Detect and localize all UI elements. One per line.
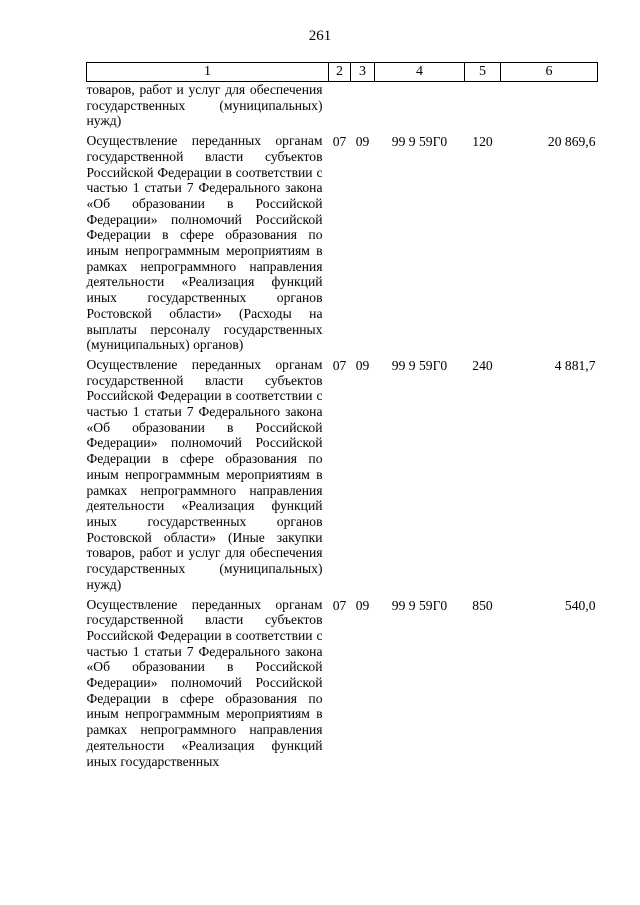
table-row — [87, 132, 598, 356]
header-col-6: 6 — [501, 63, 598, 82]
row-amount: 540,0 — [564, 597, 596, 613]
row-subsection: 09 — [355, 134, 370, 150]
row-subsection: 09 — [355, 597, 370, 613]
row-type: 850 — [472, 597, 493, 613]
row-amount: 20 869,6 — [547, 134, 596, 150]
row-target: 99 9 59Г0 — [391, 134, 448, 150]
table-row — [87, 356, 598, 596]
budget-table — [86, 62, 598, 772]
row-target: 99 9 59Г0 — [391, 597, 448, 613]
header-col-1: 1 — [87, 63, 329, 82]
row-type: 240 — [472, 357, 493, 373]
header-col-3: 3 — [351, 63, 375, 82]
row-target: 99 9 59Г0 — [391, 357, 448, 373]
header-col-4: 4 — [375, 63, 465, 82]
row-name: Осуществление переданных органам государственной власти субъектов Российской Федерации в соответствии с частью 1 статьи 7 Федерального закона «Об образовании в Российской Федерации» полномочий Российской Федерации в сфере образования по иным непрограммным мероприятиям в рамках непрограммного направления деятельности «Реализация функций иных государственных — [86, 596, 323, 769]
table-row — [87, 596, 598, 773]
row-section: 07 — [332, 597, 347, 613]
continuation-text: товаров, работ и услуг для обеспечения государственных (муниципальных) нужд) — [86, 82, 323, 129]
row-amount: 4 881,7 — [554, 357, 596, 373]
header-col-2: 2 — [329, 63, 351, 82]
row-name: Осуществление переданных органам государственной власти субъектов Российской Федерации в соответствии с частью 1 статьи 7 Федерального закона «Об образовании в Российской Федерации» полномочий Российской Федерации в сфере образования по иным непрограммным мероприятиям в рамках непрограммного направления деятельности «Реализация функций иных государственных органов Ростовской области» (Расходы на выплаты персоналу государственных (муниципальных) органов) — [86, 133, 323, 353]
row-subsection: 09 — [355, 357, 370, 373]
row-type: 120 — [472, 134, 493, 150]
row-section: 07 — [332, 134, 347, 150]
row-section: 07 — [332, 357, 347, 373]
header-col-5: 5 — [465, 63, 501, 82]
table-row-continuation — [87, 82, 598, 133]
row-name: Осуществление переданных органам государственной власти субъектов Российской Федерации в соответствии с частью 1 статьи 7 Федерального закона «Об образовании в Российской Федерации» полномочий Российской Федерации в сфере образования по иным непрограммным мероприятиям в рамках непрограммного направления деятельности «Реализация функций иных государственных органов Ростовской области» (Иные закупки товаров, работ и услуг для обеспечения государственных (муниципальных) нужд) — [86, 356, 323, 592]
table-header-row — [87, 63, 598, 82]
page-number: 261 — [308, 28, 332, 44]
